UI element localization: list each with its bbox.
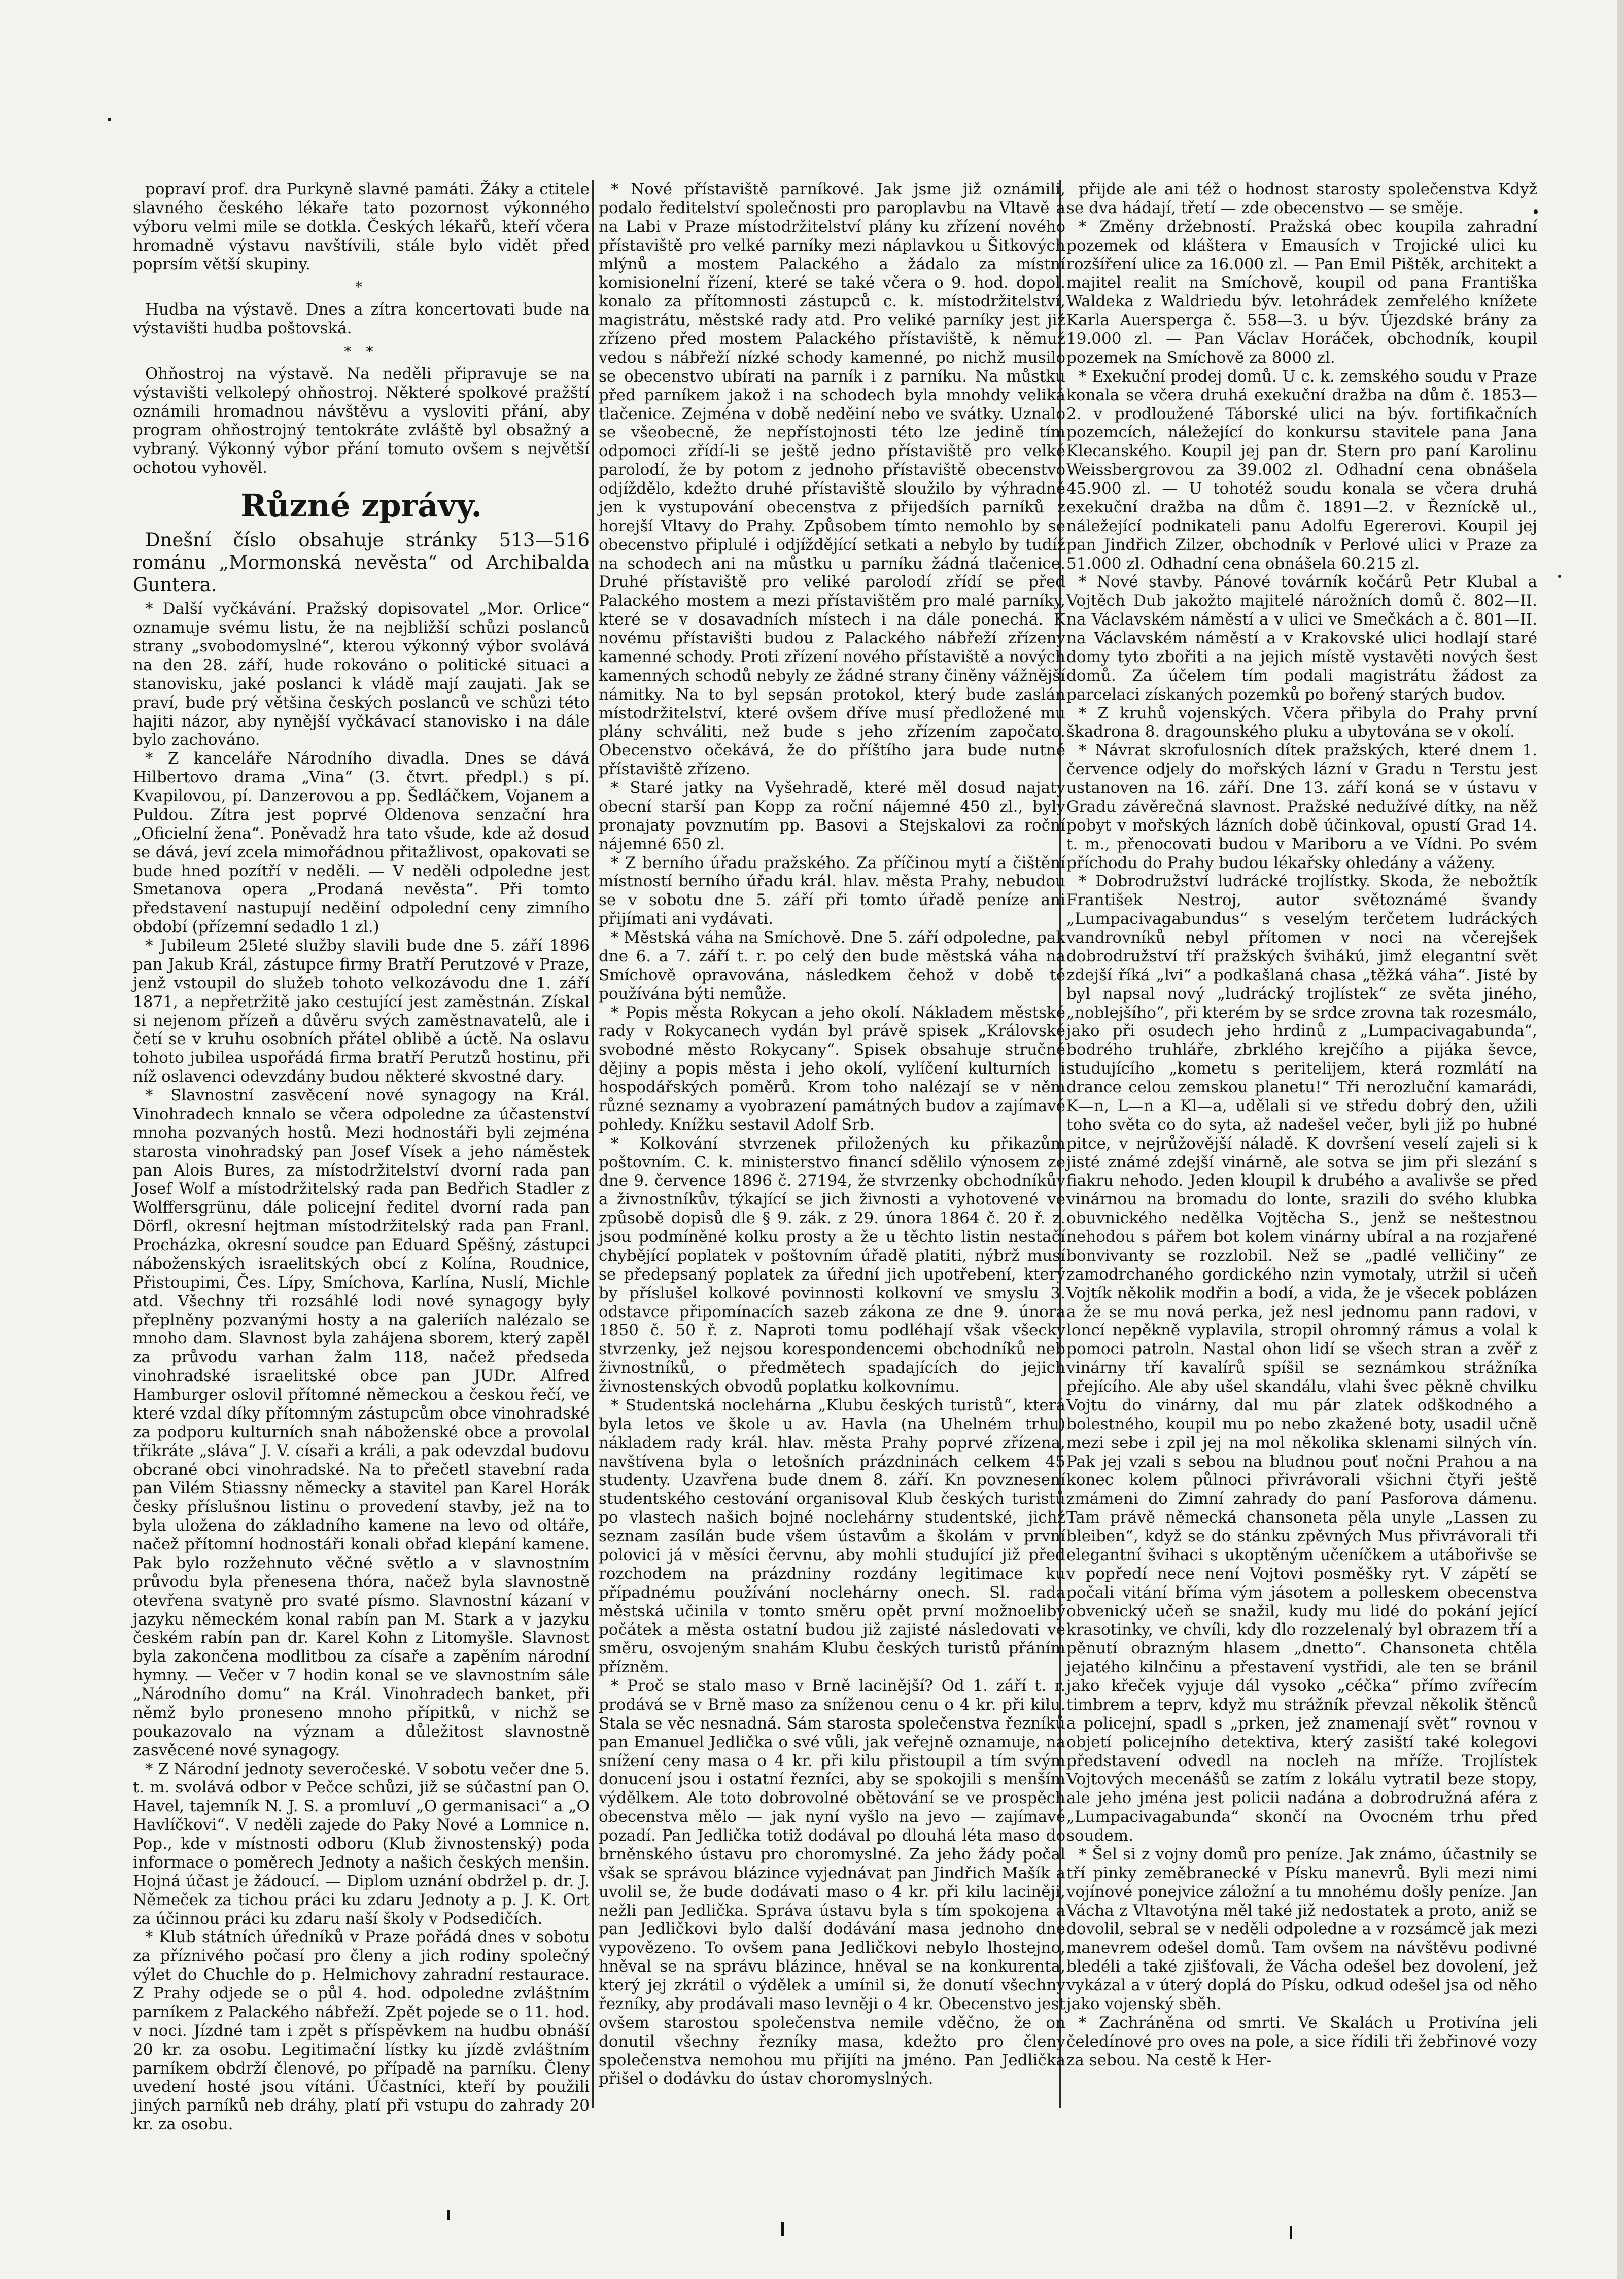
news-item-music: Hudba na výstavě. Dnes a zítra koncertovati bude na výstavišti hudba poštovská. [133,300,590,338]
news-item: * Z kruhů vojenských. Včera přibyla do Prahy první škadrona 8. dragounského pluku a ubytována se v okolí. [1066,704,1537,741]
news-item: * Návrat skrofulosních dítek pražských, které dnem 1. července odjely do mořských lázní v Gradu n Terstu jest ustanoven na 16. září. Dne 13. září koná se v ústavu v Gradu závěrečná slavnost. Pražské nedužívé dítky, na něž pobyt v mořských lázních době účinkoval, opustí Grad 14. t. m., přenocovati budou v Mariboru a ve Vídni. Po svém příchodu do Prahy budou lékařsky ohledány a váženy. [1066,741,1537,872]
news-item: * Exekuční prodej domů. U c. k. zemského soudu v Praze konala se včera druhá exekuční dražba na dům č. 1853—2. v prodloužené Táborské ulici na býv. fortifikačních pozemcích, náležející do konkursu stavitele pana Jana Klecanského. Koupil jej pan dr. Stern pro paní Karolinu Weissbergrovou za 39.002 zl. Odhadní cena obnášela 45.900 zl. — U tohotéž soudu konala se včera druhá exekuční dražba na dům č. 1891—2. v Řezníckě ul., náležející podnikateli panu Adolfu Egererovi. Koupil jej pan Jindřich Zilzer, obchodník v Perlové ulici v Praze za 51.000 zl. Odhadní cena obnášela 60.215 zl. [1066,367,1537,573]
news-item: * Nové přístaviště parníkové. Jak jsme již oznámili, podalo ředitelství společnosti pro paroplavbu na Vltavě a na Labi v Praze místodržitelství plány ku zřízení nového přístaviště pro velké parníky mezi náplavkou u Šitkových mlýnů a mostem Palackého a žádalo za místní komisionelní řízení, které se také včera o 9. hod. dopol. konalo za přítomnosti zástupců c. k. místodržitelství, magistrátu, městské rady atd. Pro veliké parníky jest již zřízeno před mostem Palackého přístaviště, k němuž vedou s nábřeží nízké schody kamenné, po nichž musilo se obecenstvo ubírati na parník i z parníku. Na můstku před parníkem jakož i na schodech byla mnohdy veliká tlačenice. Zejména v době neděiní nebo ve svátky. Uznalo se všeobecně, že nepřístojnosti této lze jedině tím odpomoci zřídí-li se ještě jedno přístaviště pro velké parolodí, že by potom z jednoho přístaviště obecenstvo odjíždělo, kdežto druhé přístaviště sloužilo by výhradně jen k vystupování obecenstva z přijedších parníků z horejší Vltavy do Prahy. Způsobem tímto nemohlo by se obecenstvo připlulé i odjíždějící setkati a nebylo by tudíž na schodech ani na můstku u parníku žádná tlačenice. Druhé přístaviště pro veliké parolodí zřídí se před Palackého mostem a mezi přístavištěm pro malé parníky, které se v dosavadních místech i na dále ponechá. K novému přístavišti budou z Palackého nábřeží zřízeny kamenné schody. Proti zřízení nového přístaviště a nových kamenných schodů nebyly ze žádné strany činěny vážnější námitky. Na to byl sepsán protokol, který bude zaslán místodržitelství, které ovšem dříve musí předložené mu plány schváliti, než bude s jeho zřízením započato. Obecenstvo očekává, že do příštího jara bude nutné přístaviště zřízeno. [599,180,1065,779]
news-item: * Jubileum 25leté služby slavili bude dne 5. září 1896 pan Jakub Král, zástupce firmy Bratří Perutzové v Praze, jenž vstoupil do služeb tohoto velkozávodu dne 1. září 1871, a nepřetržitě jako cestující jest zaměstnán. Získal si nejenom přízeň a důvěru svých zaměstnavatelů, ale i četí se v kruhu osobních přátel oblibě a úctě. Na oslavu tohoto jubilea uspořádá firma bratří Perutzů hostinu, při níž oslavenci odevzdány budou některé skvostné dary. [133,937,590,1086]
news-item: * Studentská noclehárna „Klubu českých turistů“, která byla letos ve škole u av. Havla (na Uhelném trhu) nákladem rady král. hlav. města Prahy poprvé zřízena, navštívena byla o letošních prázdninách celkem 45 studenty. Uzavřena bude dnem 8. září. Kn povznesení studentského cestování organisoval Klub českých turistů po vlastech našich bojné noclehárny studentské, jichž seznam zasílán bude všem ústavům a školám v první polovici já v měsíci červnu, aby mohli studující již před rozchodem na prázdniny rozdány legitimace ku případnému používání noclehárny onech. Sl. rada městská učinila v tomto směru opět první možnoelibý počátek a města ostatní budou již zajisté následovati ve směru, osvojeným snahám Klubu českých turistů přáním přízněm. [599,1396,1065,1677]
section-heading: Různé zprávy. [240,487,482,525]
news-item-fireworks: Ohňostroj na výstavě. Na neděli připravuje se na výstavišti velkolepý ohňostroj. Některé spolkové pražští oznámili hromadnou návštěvu a vysloviti přání, aby program ohňostrojný tentokráte zvláště byl obsažný a vybraný. Výkonný výbor přání tomuto ovšem s největší ochotou vyhověl. [133,365,590,477]
news-item: * Slavnostní zasvěcení nové synagogy na Král. Vinohradech knnalo se včera odpoledne za účastenství mnoha pozvaných hostů. Mezi hodnostáři byli zejména starosta vinohradský pan Josef Vísek a jeho náměstek pan Alois Bures, za místodržitelství dvorní rada pan Josef Wolf a místodržitelský rada pan Bedřich Stadler z Wolffersgrünu, dále policejní ředitel dvorní rada pan Dörfl, okresní hejtman místodržitelský rada pan Franl. Procházka, okresní soudce pan Eduard Spěšný, zástupci náboženských israelitských obcí z Kolína, Roudnice, Přistoupimi, Čes. Lípy, Smíchova, Karlína, Nuslí, Michle atd. Všechny tři rozsáhlé lodi nové synagogy byly přeplněny pozvanými hosty a na galeriích nalézalo se mnoho dam. Slavnost byla zahájena sborem, který zapěl za průvodu varhan žalm 118, načež předseda vinohradské israelitské obce pan JUDr. Alfred Hamburger oslovil přítomné německou a českou řečí, ve které vzdal díky přítomným zástupcům obce vinohradské za podporu kulturních snah náboženské obce a provolal třikráte „sláva“ J. V. císaři a králi, a pak odevzdal budovu obcrané obci vinohradské. Na to přečetl stavební rada pan Vilém Stiassny německy a stavitel pan Karel Horák česky příslušnou listinu o provedení stavby, jež na to byla uložena do základního kamene na levo od oltáře, načež přítomní hodnostáři konali obřad klepání kamene. Pak bylo rozžehnuto věčné světlo a v slavnostním průvodu byla přenesena thóra, načež byla slavnostně otevřena svatyně pro svaté písmo. Slavnostní kázaní v jazyku německém konal rabín pan M. Stark a v jazyku českém rabín pan dr. Karel Kohn z Litomyšle. Slavnost byla zakončena modlitbou za císaře a zapěním národní hymny. — Večer v 7 hodin konal se ve slavnostním sále „Národního domu“ na Král. Vinohradech banket, při němž bylo proneseno mnoho přípitků, v nichž se poukazovalo na význam a důležitost slavnostně zasvěcené nové synagogy. [133,1086,590,1759]
news-item: * Z berního úřadu pražského. Za příčinou mytí a čištění místností berního úřadu král. hlav. města Prahy, nebudou se v sobotu dne 5. září při tomto úřadě peníze ani přijímati ani vydávati. [599,853,1065,928]
page-edge [1617,0,1624,2279]
news-item: * Další vyčkávání. Pražský dopisovatel „Mor. Orlice“ oznamuje svému listu, že na nejbližší schůzi poslanců strany „svobodomyslné“, kterou výkonný výbor svolává na den 28. září, hude rokováno o politické situaci a stanovisku, jaké poslanci k vládě mají zaujati. Jak se praví, bude prý většina českých poslanců ve schůzi této hajiti názor, aby nynější vyčkávací stanovisko i na dále bylo zachováno. [133,600,590,749]
column-right [1066,180,1537,2123]
news-item: * Šel si z vojny domů pro peníze. Jak známo, účastnily se tří pinky zeměbranecké v Písku manevrů. Byli mezi nimi vojínové ponejvice záložní a tu mnohému došly peníze. Jan Vácha z Vltavotýna měl také již nedostatek a proto, aniž se dovolil, sebral se v neděli odpoledne a v rozsámcě jak mezi manevrem odešel domů. Tam ovšem na návštěvu podivné bledéli a také zjišťovali, že Vácha odešel bez dovolení, jež vykázal a v úterý doplá do Písku, odkud odešel jsa od něho jako vojenský sběh. [1066,1845,1537,2013]
scan-speck [1290,2226,1292,2239]
news-item: * Změny držebností. Pražská obec koupila zahradní pozemek od kláštera v Emausích v Trojické ulici ku rozšíření ulice za 16.000 zl. — Pan Emil Pištěk, architekt a majitel realit na Smíchově, koupil od pana Františka Waldeka z Waldriedu býv. letohrádek zemřelého knížete Karla Auersperga č. 558—3. u býv. Újezdské brány za 19.000 zl. — Pan Václav Horáček, obchodník, koupil pozemek na Smíchově za 8000 zl. [1066,217,1537,367]
column-left [133,180,590,2134]
news-item: * Městská váha na Smíchově. Dne 5. září odpoledne, pak dne 6. a 7. září t. r. po celý den bude městská váha na Smíchově opravována, následkem čehož v době té používána býti nemůže. [599,928,1065,1003]
news-item: * Popis města Rokycan a jeho okolí. Nákladem městské rady v Rokycanech vydán byl právě spisek „Královské svobodné město Rokycany“. Spisek obsahuje stručné dějiny a popis města i jeho okolí, vylíčení kulturních i hospodářských poměrů. Krom toho nalézají se v něm různé seznamy a vyobrazení památných budov a zajímavé pohledy. Knížku sestavil Adolf Srb. [599,1003,1065,1134]
column-middle [599,180,1065,2123]
scan-speck [1558,575,1561,578]
section-separator: * * [344,343,378,360]
news-item: * Proč se stalo maso v Brně lacinější? Od 1. září t. r. prodává se v Brně maso za sníženou cenu o 4 kr. při kilu. Stala se věc nesnadná. Sám starosta společenstva řezníků pan Emanuel Jedlička o své vůli, jak veřejně oznamuje, na snížení ceny masa o 4 kr. při kilu přistoupil a tím svým donucení jsou i ostatní řezníci, aby se spokojili s menším výdělkem. Ale toto dobrovolné obětování se ve prospěch obecenstva mělo — jak nyní vyšlo na jevo — zajímavé pozadí. Pan Jedlička totiž dodával po dlouhá léta maso do brněnského ústavu pro choromyslné. Za jeho žády počal však se správou blázince vyjednávat pan Jindřich Mašík a uvolil se, že bude dodávati maso o 4 kr. při kilu laciněji, nežli pan Jedlička. Správa ústavu byla s tím spokojena a pan Jedličkovi bylo další dodávání masa jednoho dne vypovězeno. To ovšem pana Jedličkovi nebylo lhostejno, hněval se na správu blázince, hněval se na konkurenta, který jej zkrátil o výdělek a umínil si, že donutí všechny řezníky, aby prodávali maso levněji o 4 kr. Obecenstvo jest ovšem starostou společenstva nemile vděčno, že on donutil všechny řezníky masa, kdežto pro členy společenstva nemohou mu přijíti na jméno. Pan Jedlička přišel o dodávku do ústav choromyslných. [599,1677,1065,2088]
scan-speck [447,2210,450,2220]
scan-speck [781,2222,784,2236]
news-item: * Staré jatky na Vyšehradě, které měl dosud najaty obecní starší pan Kopp za roční nájemné 450 zl., byly pronajaty povznutím pp. Basovi a Stejskalovi za roční nájemné 650 zl. [599,779,1065,853]
news-item: * Nové stavby. Pánové továrník kočárů Petr Klubal a Vojtěch Dub jakožto majitelé nárožních domů č. 802—II. na Václavském náměstí a v ulici ve Smečkách a č. 801—II. na Václavském náměstí a v Krakovské ulici hodlají staré domy tyto zbořiti a na jejich místě vystavěti nových šest domů. Za účelem tím podali magistrátu žádost za parcelaci získaných pozemků po bořený starých budov. [1066,573,1537,704]
news-item: * Z Národní jednoty severočeské. V sobotu večer dne 5. t. m. svolává odbor v Pečce schůzi, již se súčastní pan O. Havel, tajemník N. J. S. a promluví „O germanisaci“ a „O Havlíčkovi“. V neděli zajede do Paky Nové a Lomnice n. Pop., kde v místnosti odboru (Klub živnostenský) poda informace o poměrech Jednoty a našich českých menšin. Hojná účast je žádoucí. — Diplom uznání obdržel p. dr. J. Němeček za tichou práci ku zdaru Jednoty a p. J. K. Ort za účinnou práci ku zdaru naší školy v Podsedičích. [133,1759,590,1928]
article-continuation: popraví prof. dra Purkyně slavné památi. Žáky a ctitele slavného českého lékaře tato pozornost výkonného výboru velmi mile se dotkla. Českých lékařů, kteří včera hromadně výstavu navštívili, stále bylo vidět před poprsím větší skupiny. [133,180,590,273]
news-item: * Z kanceláře Národního divadla. Dnes se dává Hilbertovo drama „Vina“ (3. čtvrt. předpl.) s pí. Kvapilovou, pí. Danzerovou a pp. Šedláčkem, Vojanem a Puldou. Zítra jest poprvé Oldenova senzační hra „Oficielní žena“. Poněvadž hra tato všude, kde až dosud se dává, jeví zcela mimořádnou přitažlivost, opakovati se bude hned pozítří v neděli. — V neděli odpoledne jest Smetanova opera „Prodaná nevěsta“. Při tomto představení nastupují neděiní odpolední ceny zimního období (přízemní sedadlo 1 zl.) [133,749,590,937]
article-continuation: přijde ale ani též o hodnost starosty společenstva Když se dva hádají, třetí — zde obecenstvo — se směje. [1066,180,1537,217]
news-item: * Dobrodružství ludrácké trojlístky. Skoda, že nebožtík František Nestroj, autor světoznámé švandy „Lumpacivagabundus“ s veselým terčetem ludráckých vandrovníků nebyl přítomen v noci na včerejšek dobrodružství tří pražských švihákú, jimž elegantní svět zdejší říká „lvi“ a podkašlaná chasa „těžká váha“. Jisté by byl napsal nový „ludrácký trojlístek“ ze světa jiného, „noblejšího“, při kterém by se srdce zrovna tak rozesmálo, jako při osudech jeho hrdinů z „Lumpacivagabunda“, bodrého truhláře, zbrklého krejčího a pijáka ševce, studujícího „kometu s peritelijem, která rozmlátí na drance celou zemskou planetu!“ Tři nerozluční kamarádi, K—n, L—n a Kl—a, udělali si ve středu dobrý den, užili toho světa co do syta, až nadešel večer, byli již po hubné pitce, v nejrůžovější náladě. K dovršení veselí zajeli si k jisté známé zdejší vinárně, ale sotva se jim při slezání s fiakru nehodo. Jeden kloupil k drubého a avalivše se před vinárnou na bromadu do lonte, srazili do svého klubka obuvnického nedělka Vojtěcha S., jenž se neštestnou nehodou s pářem bot kolem vinárny ubíral a na rozjařené bonvivanty se rozzlobil. Než se „padlé velličiny“ ze zamodrchaného gordického nzin vymotaly, utržil si učeň Vojtík několik modřin a bodí, a vida, že je všecek poblázen a že se mu nová perka, jež nesl jednomu pann radovi, v loncí nepěkně vyplavila, stropil ohromný rámus a volal k pomoci patroln. Nastal ohon lidí se všech stran a zvěř z vinárny tří kavalírů spíšil se seznámkou strážníka přejícího. Ale aby ušel skandálu, vlahi švec pěkně chvilku Vojtu do vinárny, dal mu pár zlatek odškodného a bolestného, koupil mu po nebo zkažené boty, usadil učně mezi sebe i zpil jej na mol několika sklenami silných vín. Pak jej vzali s sebou na bludnou pouť nočni Prahou a na konec kolem půlnoci přivrávorali všichni čtyři ještě zmámeni do Zimní zahrady do paní Pasforova dámenu. Tam právě německá chansoneta pěla unyle „Lassen zu bleiben“, když se do stánku zpěvných Mus přivrávorali tři elegantní švihaci s ukoptěným učeníčkem a utábořivše se v popředí nece není Vojtovi posměšky ryt. V zápětí se počali vitání bříma vým jásotem a polleskem obecenstva obvenický učeň se snažil, kudy mu lidé do pokání jející krasotinky, ve chvíli, kdy dlo rozzelenalý byl obrazem tří a pěnutí obrazným hlasem „dnetto“. Chansoneta chtěla jejatého kilnčinu a přestavení vystřidi, ale ten se bránil jako křeček vyjuje dál vysoko „céčka“ přímo zvířecím timbrem a teprv, když mu strážník převzal několik štěnců a policejní, spadl s „prken, jež znamenají svět“ rovnou v objetí policejního detektiva, který zasiští také kolegovi představení odvedl na nocleh na mříže. Trojlístek Vojtových mecenášů se zatím z lokálu vytratil beze stopy, ale jeho jména jest policii nadána a dobrodružná aféra z „Lumpacivagabunda“ skončí na Ovocném trhu před soudem. [1066,872,1537,1845]
column-rule [592,180,594,2108]
news-item: * Kolkování stvrzenek přiložených ku přikazům poštovním. C. k. ministerstvo financí sdělilo výnosem ze dne 9. července 1896 č. 27194, že stvrzenky obchodníkův a živnostníkův, týkající se jich živnosti a vyhotovené ve způsobě dopisů dle § 9. zák. z 29. února 1864 č. 20 ř. z. jsou podmíněné kolku prosty a že u těchto listin nestačí chybějící poplatek v poštovním úřadě platiti, nýbrž musí se předepsaný poplatek za úřední jich upotřebení, který by příslušel kolkové povinnosti kolkovní ve smyslu 3. odstavce připomínacích sazeb zákona ze dne 9. února 1850 č. 50 ř. z. Naproti tomu podléhají však všecky stvrzenky, jež nejsou korespondencemi obchodníků neb živnostníků, o předmětech spadajících do jejich živnostenských obvodů poplatku kolkovnímu. [599,1134,1065,1396]
news-item: * Klub státních úředníků v Praze pořádá dnes v sobotu za příznivého počasí pro členy a jich rodiny společný výlet do Chuchle do p. Helmichovy zahradní restaurace. Z Prahy odjede se o půl 4. hod. odpoledne zvláštním parníkem z Palackého nábřeží. Zpět pojede se o 11. hod. v noci. Jízdné tam i zpět s příspěvkem na hudbu obnáší 20 kr. za osobu. Legitimační lístky ku jízdě zvláštním parníkem obdrží členové, po případě na parníku. Členy uvedení hosté jsou vítáni. Účastníci, kteří by použili jiných parníků neb dráhy, platí při vstupu do zahrady 20 kr. za osobu. [133,1928,590,2134]
news-item: * Zachráněna od smrti. Ve Skalách u Protivína jeli čeledínové pro oves na pole, a sice řídili tři žebřinové vozy za sebou. Na cestě k Her- [1066,2013,1537,2069]
issue-note: Dnešní číslo obsahuje stránky 513—516 románu „Mormonská nevěsta“ od Archibalda Guntera. [133,529,590,596]
scan-speck [108,118,111,121]
section-separator: * [355,279,367,296]
